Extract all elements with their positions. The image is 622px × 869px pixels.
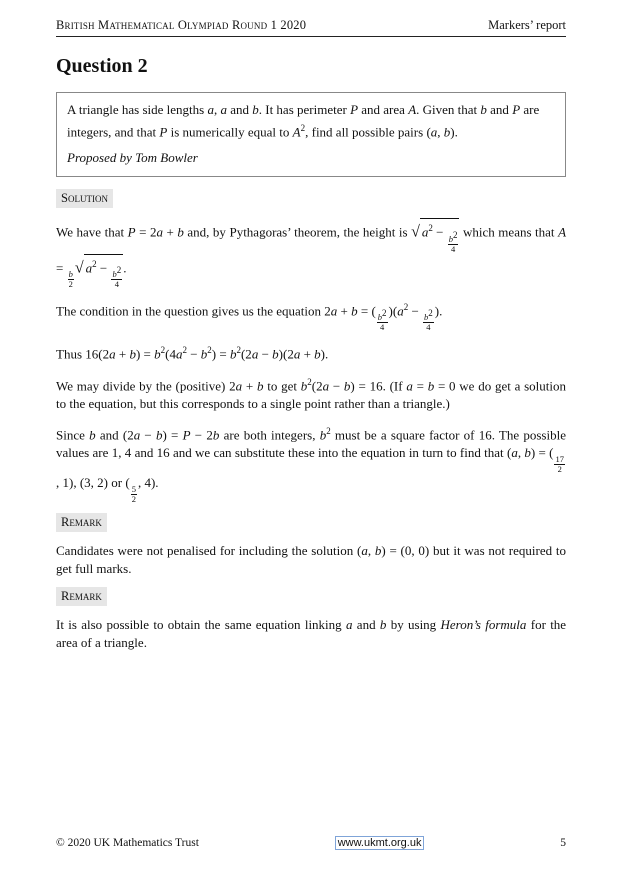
website-link[interactable]: www.ukmt.org.uk [335,836,425,850]
header-title: British Mathematical Olympiad Round 1 2020 [56,18,307,32]
question-box [56,92,566,177]
remark-tag-1: Remark [56,513,107,532]
solution-paragraph-1: We have that P = 2a + b and, by Pythagoras’ theorem, the height is √ $a^2$ − $\frac{b^2}{4}$ which means that A = $\frac{b}{2}$ √ $a^2$ − $\frac{b^2}{4}$ . [56,218,566,289]
remark-paragraph-2: It is also possible to obtain the same equation linking a and b by using Heron’s formula for the area of a triangle. [56,617,567,651]
solution-paragraph-5: Since b and (2a − b) = P − 2b are both integers, $b^2$ must be a square factor of 16. The possible values are 1, 4 and 16 and we can substitute these into the equation in turn to find that (a, b) = ( $\frac{17}{2}$ , 1), (3, 2) or ( $\frac{5}{2}$ , 4). [56,425,566,505]
question-proposer: Proposed by Tom Bowler [67,150,198,166]
page [56,18,566,661]
header-report: Markers’ report [488,18,566,32]
page-footer [56,836,566,850]
solution-tag: Solution [56,189,113,208]
solution-paragraph-4: We may divide by the (positive) 2a + b to get $b^2(2a - b) = 16$. (If a = b = 0 we do get a solution to the equation, but this corresponds to a single point rather than a triangle.) [56,376,567,411]
question-text: A triangle has side lengths a, a and b. It has perimeter P and area A. Given that b and P are integers, and that P is numerically equal to $A^2$, find all possible pairs (a, b). [67,102,540,140]
question-title: Question 2 [56,55,148,77]
solution-paragraph-2: The condition in the question gives us the equation 2a + b = ( $\frac{b^2}{4}$ )($a^2$ − $\frac{b^2}{4}$ ). [56,301,443,333]
remark-paragraph-1: Candidates were not penalised for including the solution (a, b) = (0, 0) but it was not required to get full marks. [56,543,566,577]
copyright-text: © 2020 UK Mathematics Trust [56,837,199,849]
remark-tag-2: Remark [56,587,107,606]
running-header [56,18,566,37]
solution-paragraph-3: Thus $16(2a + b) = b^2(4a^2 - b^2) = b^2(2a - b)(2a + b)$. [56,345,329,362]
page-number: 5 [560,837,566,849]
